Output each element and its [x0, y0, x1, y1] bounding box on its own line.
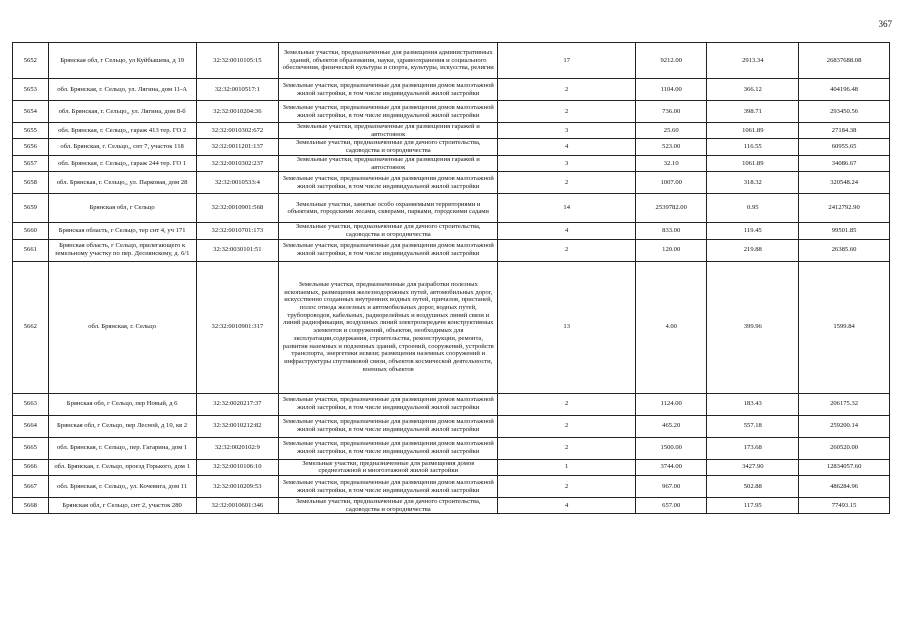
address-cell: обл. Брянская, г. Сельцо, проезд Горького, дом 1 [48, 459, 196, 475]
unit-value-cell: 0.95 [707, 194, 799, 223]
cadastral-number-cell: 32:32:0010209:53 [196, 476, 279, 498]
cadastral-value-cell: 320548.24 [799, 172, 890, 194]
unit-value-cell: 502.88 [707, 476, 799, 498]
cadastral-number-cell: 32:32:0030101:51 [196, 239, 279, 261]
cadastral-value-cell: 260520.00 [799, 437, 890, 459]
land-use-cell: Земельные участки, предназначенные для размещения домов малоэтажной жилой застройки, в том числе индивидуальной жилой застройки [279, 476, 498, 498]
area-cell: 3744.00 [636, 459, 707, 475]
table-row [13, 43, 890, 79]
table-row [13, 498, 890, 514]
address-cell: обл. Брянская, г. Сельцо [48, 261, 196, 393]
cadastral-value-cell: 486284.96 [799, 476, 890, 498]
land-use-cell: Земельные участки, предназначенные для размещения домов малоэтажной жилой застройки, в том числе индивидуальной жилой застройки [279, 437, 498, 459]
category-cell: 2 [498, 476, 636, 498]
category-cell: 2 [498, 415, 636, 437]
cadastral-value-cell: 27184.38 [799, 123, 890, 139]
land-use-cell: Земельные участки, предназначенные для разработки полезных ископаемых, размещения железнодорожных путей, автомобильных дорог, искусственно созданных внутренних водных путей, причалов, пристаней, полос отвода железных и автомобильных дорог, водных путей, трубопроводов, кабельных, радиорелейных и воздушных линий связи и линий радиофикации, воздушных линий электропередачи конструктивных элементов и сооружений, объектов, необходимых для эксплуатации,содержания, строительства, реконструкции, ремонта, развития наземных и подземных зданий, строений, сооружений, устройств транспорта, энергетики исвязи; размещения наземных сооружений и инфраструктуры спутниковой связи, объектов космической деятельности, военных объектов [279, 261, 498, 393]
unit-value-cell: 173.68 [707, 437, 799, 459]
address-cell: Брянская обл, г Сельцо, снт 2, участок 280 [48, 498, 196, 514]
table-row [13, 79, 890, 101]
unit-value-cell: 1061.89 [707, 155, 799, 171]
category-cell: 2 [498, 393, 636, 415]
land-use-cell: Земельные участки, предназначенные для дачного строительства, садоводства и огородничества [279, 498, 498, 514]
category-cell: 2 [498, 79, 636, 101]
land-use-cell: Земельные участки, предназначенные для размещения домов среднеэтажной и многоэтажной жилой застройки [279, 459, 498, 475]
category-cell: 2 [498, 101, 636, 123]
unit-value-cell: 119.45 [707, 223, 799, 239]
category-cell: 1 [498, 459, 636, 475]
address-cell: Брянская обл, г Сельцо [48, 194, 196, 223]
land-use-cell: Земельные участки, предназначенные для размещения домов малоэтажной жилой застройки, в том числе индивидуальной жилой застройки [279, 172, 498, 194]
area-cell: 657.00 [636, 498, 707, 514]
row-number: 5667 [13, 476, 49, 498]
land-use-cell: Земельные участки, предназначенные для размещения гаражей и автостоянок [279, 155, 498, 171]
area-cell: 1104.00 [636, 79, 707, 101]
table-row [13, 476, 890, 498]
row-number: 5662 [13, 261, 49, 393]
area-cell: 25.60 [636, 123, 707, 139]
table-row [13, 393, 890, 415]
row-number: 5659 [13, 194, 49, 223]
unit-value-cell: 3427.90 [707, 459, 799, 475]
unit-value-cell: 318.32 [707, 172, 799, 194]
table-row [13, 194, 890, 223]
category-cell: 2 [498, 239, 636, 261]
land-use-cell: Земельные участки, предназначенные для дачного строительства, садоводства и огородничества [279, 223, 498, 239]
cadastral-value-cell: 259200.14 [799, 415, 890, 437]
cadastral-value-cell: 293450.56 [799, 101, 890, 123]
cadastral-value-cell: 404196.48 [799, 79, 890, 101]
category-cell: 13 [498, 261, 636, 393]
row-number: 5660 [13, 223, 49, 239]
row-number: 5665 [13, 437, 49, 459]
address-cell: обл. Брянская, г. Сельцо,, ул. Лягина, дом 8-б [48, 101, 196, 123]
cadastral-number-cell: 32:32:0010901:317 [196, 261, 279, 393]
address-cell: обл. Брянская, г. Сельцо,, пер. Гагарина, дом 1 [48, 437, 196, 459]
cadastral-value-cell: 60955.65 [799, 139, 890, 155]
category-cell: 3 [498, 155, 636, 171]
area-cell: 9212.00 [636, 43, 707, 79]
row-number: 5657 [13, 155, 49, 171]
land-use-cell: Земельные участки, предназначенные для дачного строительства, садоводства и огородничества [279, 139, 498, 155]
cadastral-number-cell: 32:32:0010106:10 [196, 459, 279, 475]
area-cell: 2539782.00 [636, 194, 707, 223]
unit-value-cell: 117.95 [707, 498, 799, 514]
cadastral-number-cell: 32:32:0010105:15 [196, 43, 279, 79]
row-number: 5652 [13, 43, 49, 79]
cadastral-number-cell: 32:32:0010901:568 [196, 194, 279, 223]
area-cell: 1124.00 [636, 393, 707, 415]
table-row [13, 172, 890, 194]
land-use-cell: Земельные участки, предназначенные для размещения домов малоэтажной жилой застройки, в том числе индивидуальной жилой застройки [279, 393, 498, 415]
cadastral-number-cell: 32:32:0020217:37 [196, 393, 279, 415]
row-number: 5655 [13, 123, 49, 139]
row-number: 5663 [13, 393, 49, 415]
cadastral-number-cell: 32:32:0010601:346 [196, 498, 279, 514]
table-row [13, 239, 890, 261]
address-cell: обл. Брянская, г. Сельцо, ул. Лягина, дом 11-А [48, 79, 196, 101]
category-cell: 14 [498, 194, 636, 223]
category-cell: 3 [498, 123, 636, 139]
category-cell: 4 [498, 139, 636, 155]
cadastral-number-cell: 32:32:0011201:137 [196, 139, 279, 155]
cadastral-value-cell: 34086.67 [799, 155, 890, 171]
row-number: 5658 [13, 172, 49, 194]
cadastral-value-cell: 1599.84 [799, 261, 890, 393]
cadastral-number-cell: 32:32:0010517:1 [196, 79, 279, 101]
table-row [13, 459, 890, 475]
cadastral-value-cell: 26385.60 [799, 239, 890, 261]
page-number: 367 [878, 19, 892, 29]
table-row [13, 223, 890, 239]
row-number: 5668 [13, 498, 49, 514]
address-cell: Брянская обл, г Сельцо, пер Лесной, д 10, кв 2 [48, 415, 196, 437]
area-cell: 967.00 [636, 476, 707, 498]
address-cell: Брянская область, г Сельцо, тер снт 4, уч 171 [48, 223, 196, 239]
land-use-cell: Земельные участки, предназначенные для размещения домов малоэтажной жилой застройки, в том числе индивидуальной жилой застройки [279, 239, 498, 261]
cadastral-value-cell: 77493.15 [799, 498, 890, 514]
unit-value-cell: 399.96 [707, 261, 799, 393]
cadastral-number-cell: 32:32:0010302:237 [196, 155, 279, 171]
land-use-cell: Земельные участки, предназначенные для размещения домов малоэтажной жилой застройки, в том числе индивидуальной жилой застройки [279, 101, 498, 123]
address-cell: обл. Брянская, г. Сельцо,, ул. Кочевига, дом 11 [48, 476, 196, 498]
table-row [13, 415, 890, 437]
row-number: 5661 [13, 239, 49, 261]
area-cell: 4.00 [636, 261, 707, 393]
land-use-cell: Земельные участки, предназначенные для размещения административных зданий, объектов образования, науки, здравоохранения и социального обеспечения, физической культуры и спорта, культуры, искусства, религии [279, 43, 498, 79]
row-number: 5654 [13, 101, 49, 123]
table-row [13, 101, 890, 123]
category-cell: 4 [498, 223, 636, 239]
area-cell: 523.00 [636, 139, 707, 155]
cadastral-value-cell: 99501.85 [799, 223, 890, 239]
registry-rows [13, 43, 890, 514]
address-cell: Брянская обл, г Сельцо, ул Куйбышева, д 19 [48, 43, 196, 79]
area-cell: 1500.00 [636, 437, 707, 459]
area-cell: 465.20 [636, 415, 707, 437]
land-use-cell: Земельные участки, предназначенные для размещения домов малоэтажной жилой застройки, в том числе индивидуальной жилой застройки [279, 415, 498, 437]
cadastral-value-cell: 2412792.90 [799, 194, 890, 223]
area-cell: 120.00 [636, 239, 707, 261]
table-row [13, 155, 890, 171]
area-cell: 736.00 [636, 101, 707, 123]
unit-value-cell: 183.43 [707, 393, 799, 415]
unit-value-cell: 557.18 [707, 415, 799, 437]
cadastral-value-cell: 12834057.60 [799, 459, 890, 475]
row-number: 5664 [13, 415, 49, 437]
row-number: 5656 [13, 139, 49, 155]
cadastral-number-cell: 32:32:0010533:4 [196, 172, 279, 194]
category-cell: 17 [498, 43, 636, 79]
table-row [13, 437, 890, 459]
land-use-cell: Земельные участки, занятые особо охраняемыми территориями и объектами, городскими лесами, скверами, парками, городскими садами [279, 194, 498, 223]
area-cell: 32.10 [636, 155, 707, 171]
land-use-cell: Земельные участки, предназначенные для размещения гаражей и автостоянок [279, 123, 498, 139]
category-cell: 4 [498, 498, 636, 514]
address-cell: Брянская обл, г Сельцо, пер Новый, д 6 [48, 393, 196, 415]
address-cell: обл. Брянская, г. Сельцо,, гараж 244 тер. ГО 1 [48, 155, 196, 171]
table-row [13, 123, 890, 139]
address-cell: обл. Брянская, г. Сельцо,, гараж 413 тер. ГО 2 [48, 123, 196, 139]
cadastral-number-cell: 32:32:0020102:9 [196, 437, 279, 459]
unit-value-cell: 2913.34 [707, 43, 799, 79]
address-cell: обл. Брянская, г. Сельцо,, ул. Парковая, дом 28 [48, 172, 196, 194]
table-row [13, 139, 890, 155]
cadastral-value-cell: 26837688.08 [799, 43, 890, 79]
row-number: 5666 [13, 459, 49, 475]
cadastral-value-cell: 206175.32 [799, 393, 890, 415]
address-cell: Брянская область, г Сельцо, прилегающего к земельному участку по пер. Деснянскому, д. 6/1 [48, 239, 196, 261]
category-cell: 2 [498, 172, 636, 194]
row-number: 5653 [13, 79, 49, 101]
unit-value-cell: 116.55 [707, 139, 799, 155]
land-registry-table [12, 42, 890, 514]
land-use-cell: Земельные участки, предназначенные для размещения домов малоэтажной жилой застройки, в том числе индивидуальной жилой застройки [279, 79, 498, 101]
unit-value-cell: 398.71 [707, 101, 799, 123]
table-row [13, 261, 890, 393]
unit-value-cell: 366.12 [707, 79, 799, 101]
area-cell: 1007.00 [636, 172, 707, 194]
unit-value-cell: 1061.89 [707, 123, 799, 139]
cadastral-number-cell: 32:32:0010302:672 [196, 123, 279, 139]
address-cell: обл. Брянская, г. Сельцо,, снт 7, участок 118 [48, 139, 196, 155]
cadastral-number-cell: 32:32:0010212:82 [196, 415, 279, 437]
category-cell: 2 [498, 437, 636, 459]
cadastral-number-cell: 32:32:0010204:36 [196, 101, 279, 123]
cadastral-number-cell: 32:32:0010701:173 [196, 223, 279, 239]
area-cell: 833.00 [636, 223, 707, 239]
unit-value-cell: 219.88 [707, 239, 799, 261]
